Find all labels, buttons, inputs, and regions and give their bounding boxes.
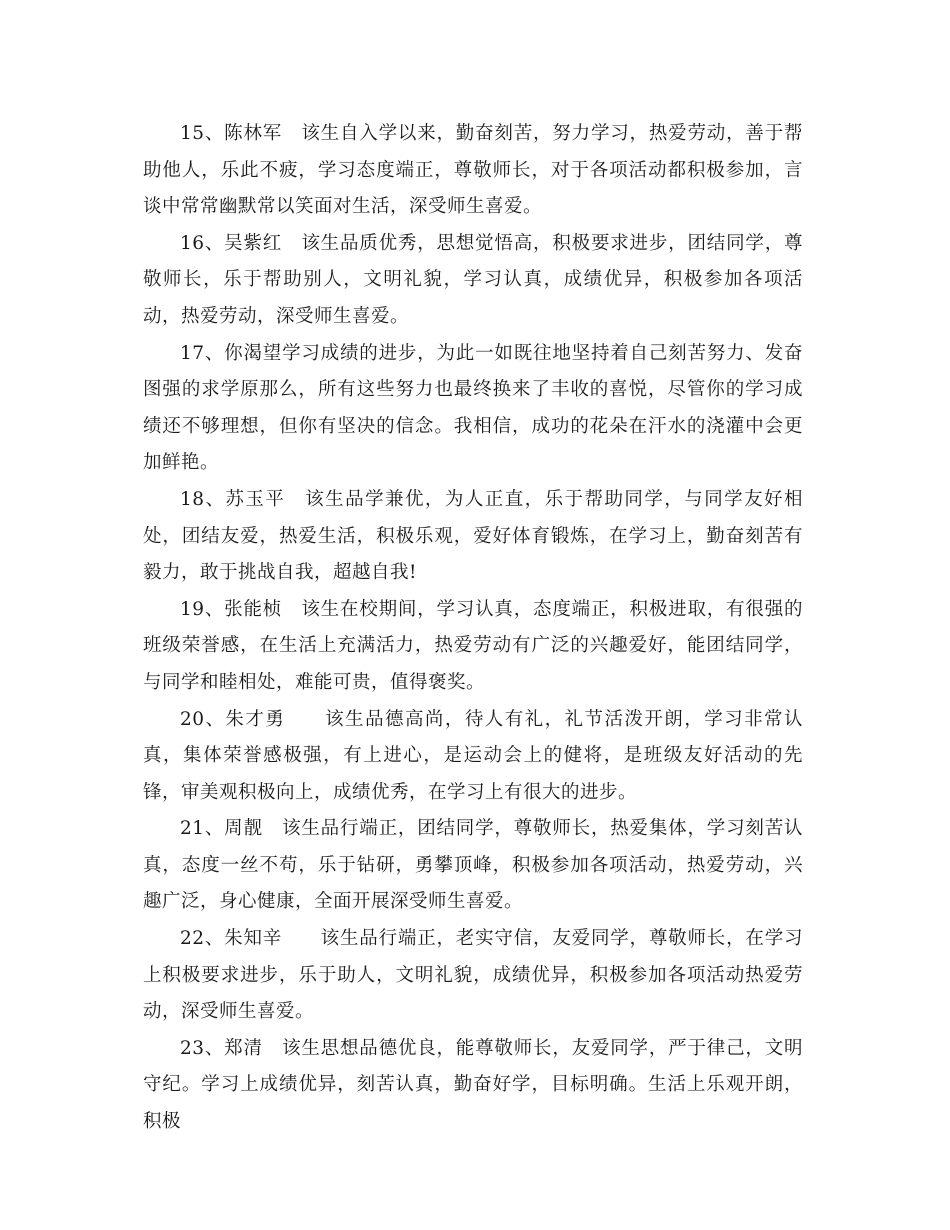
comment-paragraph-17: 17、你渴望学习成绩的进步，为此一如既往地坚持着自己刻苦努力、发奋图强的求学原那么，所有这些努力也最终换来了丰收的喜悦，尽管你的学习成绩还不够理想，但你有坚决的信念。我相信，成功的花朵在汗水的浇灌中会更加鲜艳。 — [143, 342, 803, 474]
comment-paragraph-18: 18、苏玉平 该生品学兼优，为人正直，乐于帮助同学，与同学友好相处，团结友爱，热爱生活，积极乐观，爱好体育锻炼，在学习上，勤奋刻苦有毅力，敢于挑战自我，超越自我! — [143, 488, 803, 584]
comment-paragraph-19: 19、张能桢 该生在校期间，学习认真，态度端正，积极进取，有很强的班级荣誉感，在生活上充满活力，热爱劳动有广泛的兴趣爱好，能团结同学，与同学和睦相处，难能可贵，值得褒奖。 — [143, 598, 803, 693]
comment-paragraph-16: 16、吴紫红 该生品质优秀，思想觉悟高，积极要求进步，团结同学，尊敬师长，乐于帮助别人，文明礼貌，学习认真，成绩优异，积极参加各项活动，热爱劳动，深受师生喜爱。 — [143, 232, 803, 327]
comment-paragraph-20: 20、朱才勇 该生品德高尚，待人有礼，礼节活泼开朗，学习非常认真，集体荣誉感极强，有上进心，是运动会上的健将，是班级友好活动的先锋，审美观积极向上，成绩优秀，在学习上有很大的进步。 — [143, 708, 803, 803]
comment-paragraph-21: 21、周靓 该生品行端正，团结同学，尊敬师长，热爱集体，学习刻苦认真，态度一丝不苟，乐于钻研，勇攀顶峰，积极参加各项活动，热爱劳动，兴趣广泛，身心健康，全面开展深受师生喜爱。 — [143, 818, 803, 913]
comment-paragraph-22: 22、朱知辛 该生品行端正，老实守信，友爱同学，尊敬师长，在学习上积极要求进步，乐于助人，文明礼貌，成绩优异，积极参加各项活动热爱劳动，深受师生喜爱。 — [143, 928, 803, 1023]
comment-paragraph-15: 15、陈林军 该生自入学以来，勤奋刻苦，努力学习，热爱劳动，善于帮助他人，乐此不疲，学习态度端正，尊敬师长，对于各项活动都积极参加，言谈中常常幽默常以笑面对生活，深受师生喜爱。 — [143, 123, 803, 218]
comment-paragraph-23: 23、郑清 该生思想品德优良，能尊敬师长，友爱同学，严于律己，文明守纪。学习上成绩优异，刻苦认真，勤奋好学，目标明确。生活上乐观开朗，积极 — [143, 1037, 803, 1133]
document-body — [143, 116, 803, 1141]
